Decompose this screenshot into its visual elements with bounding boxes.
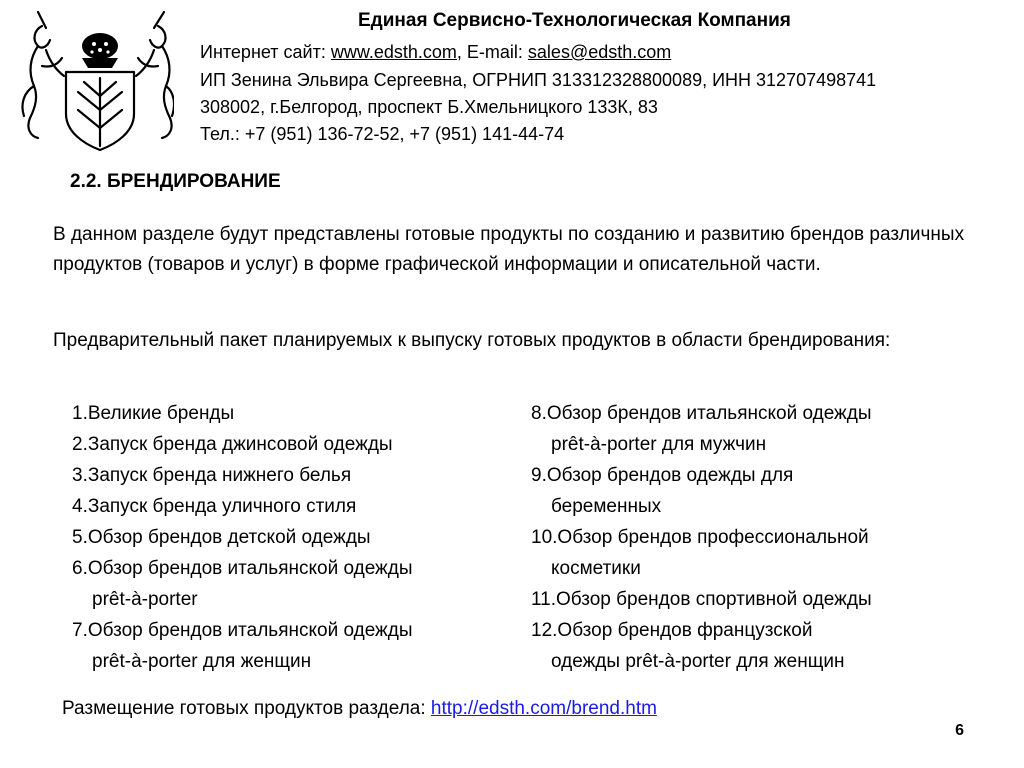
list-item (531, 522, 872, 584)
list-item-text: 9.Обзор брендов одежды для (531, 465, 794, 486)
list-item (531, 584, 872, 615)
brend-page-link[interactable]: http://edsth.com/brend.htm (430, 698, 657, 719)
list-item-text: 6.Обзор брендов итальянской одежды (72, 558, 413, 579)
product-list-left (72, 398, 413, 677)
page-number: 6 (955, 722, 964, 739)
site-label: Интернет сайт: (200, 42, 331, 62)
list-item (72, 553, 413, 615)
list-item-continuation: одежды prêt-à-porter для женщин (551, 651, 845, 672)
list-item-continuation: беременных (551, 496, 662, 517)
section-title: 2.2. БРЕНДИРОВАНИЕ (70, 171, 281, 192)
list-item (72, 615, 413, 677)
phones-line: Тел.: +7 (951) 136-72-52, +7 (951) 141-44-74 (200, 124, 565, 144)
list-item-continuation: prêt-à-porter для мужчин (551, 434, 767, 455)
list-item-text: 7.Обзор брендов итальянской одежды (72, 620, 413, 641)
company-name: Единая Сервисно-Технологическая Компания (358, 10, 791, 31)
site-link[interactable]: www.edsth.com (330, 42, 457, 62)
list-item (72, 460, 413, 491)
package-paragraph: Предварительный пакет планируемых к выпуску готовых продуктов в области брендирования: (53, 330, 891, 351)
email-link[interactable]: sales@edsth.com (527, 42, 672, 62)
contacts-line (200, 41, 671, 63)
list-item-continuation: косметики (551, 558, 641, 579)
list-item-continuation: prêt-à-porter для женщин (92, 651, 312, 672)
list-item-text: 2.Запуск бренда джинсовой одежды (72, 434, 393, 455)
list-item (531, 615, 872, 677)
email-label: , E-mail: (456, 42, 528, 62)
intro-paragraph: В данном разделе будут представлены готовые продукты по созданию и развитию брендов различных продуктов (товаров и услуг) в форме графической информации и описательной части. (53, 224, 965, 275)
coat-of-arms-logo (12, 6, 174, 156)
list-item-continuation: prêt-à-porter (92, 589, 198, 610)
list-item-text: 5.Обзор брендов детской одежды (72, 527, 371, 548)
list-item-text: 11.Обзор брендов спортивной одежды (531, 589, 872, 610)
footer-label: Размещение готовых продуктов раздела: (62, 698, 431, 719)
list-item (72, 429, 413, 460)
address-line: 308002, г.Белгород, проспект Б.Хмельницкого 133К, 83 (200, 97, 658, 117)
list-item-text: 12.Обзор брендов французской (531, 620, 813, 641)
list-item (72, 491, 413, 522)
registration-line: ИП Зенина Эльвира Сергеевна, ОГРНИП 313312328800089, ИНН 312707498741 (200, 70, 877, 90)
list-item (72, 522, 413, 553)
product-list-right (531, 398, 872, 677)
list-item (531, 398, 872, 460)
list-item-text: 4.Запуск бренда уличного стиля (72, 496, 357, 517)
list-item-text: 3.Запуск бренда нижнего белья (72, 465, 352, 486)
list-item-text: 1.Великие бренды (72, 403, 235, 424)
list-item (72, 398, 413, 429)
list-item-text: 10.Обзор брендов профессиональной (531, 527, 869, 548)
list-item-text: 8.Обзор брендов итальянской одежды (531, 403, 872, 424)
list-item (531, 460, 872, 522)
footer-line (62, 698, 657, 720)
